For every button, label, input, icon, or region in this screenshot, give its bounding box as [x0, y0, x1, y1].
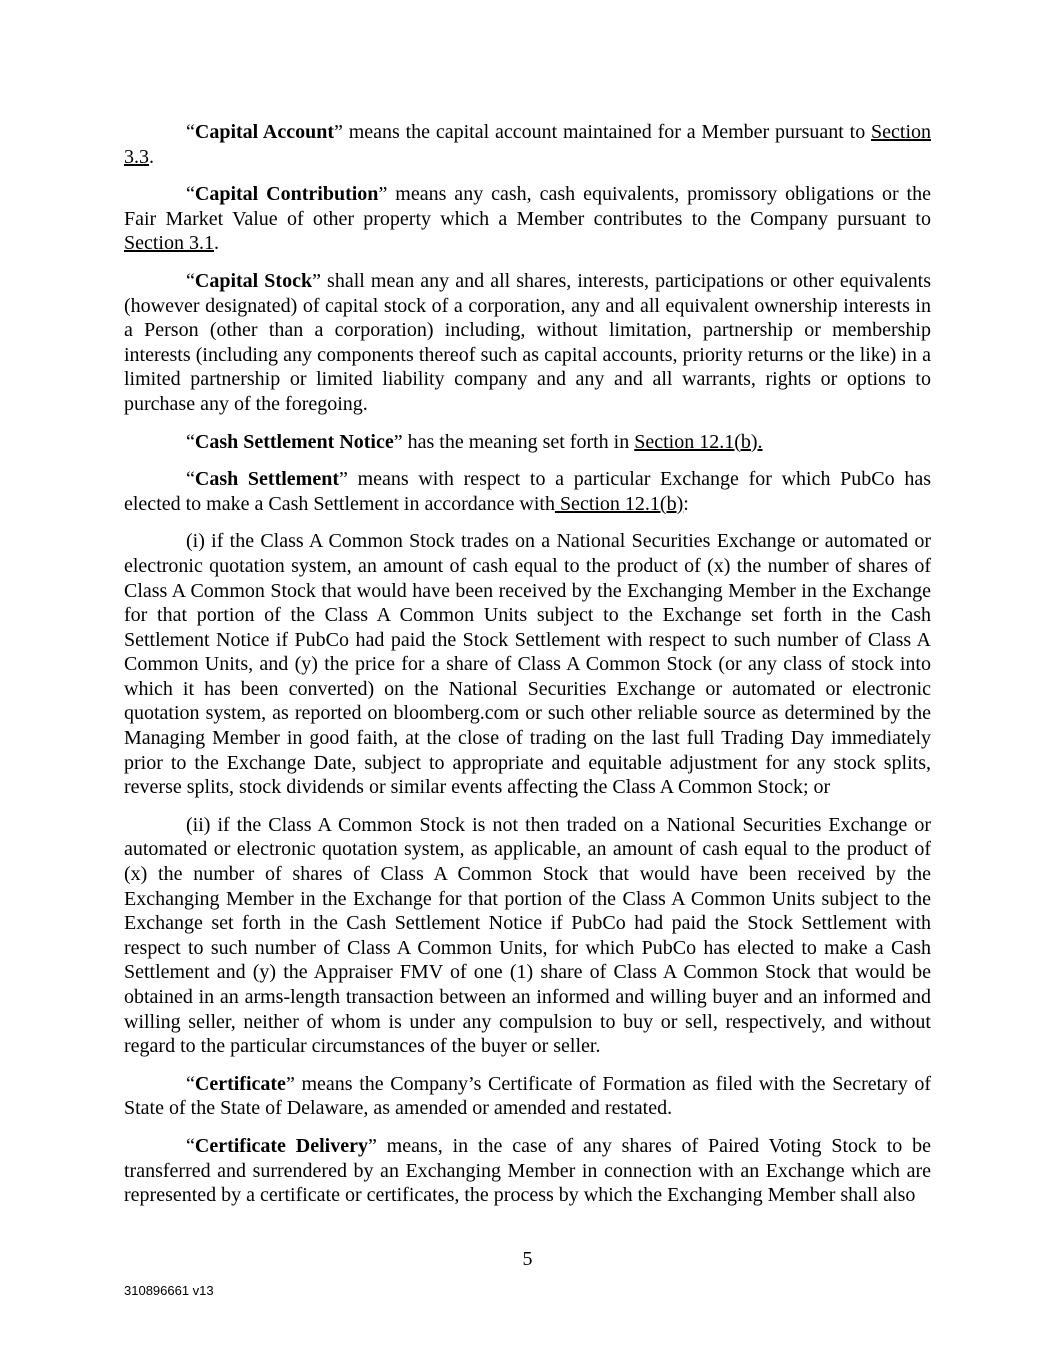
page-number: 5 [522, 1248, 533, 1270]
document-body [124, 120, 931, 1221]
defined-term: Cash Settlement Notice [194, 430, 394, 453]
text-run: ” means with respect to a particular Exchange for which PubCo has elected to make a Cash Settlement in accordance with [124, 468, 931, 515]
text-run: ” has the meaning set forth in [393, 430, 635, 453]
defined-term: Cash Settlement [194, 468, 340, 491]
text-run: ” means, in the case of any shares of Paired Voting Stock to be transferred and surrendered by an Exchanging Member in connection with an Exchange which are represented by a certificate or certificates, the process by which the Exchanging Member shall also [124, 1134, 931, 1207]
paragraph-definition-capital-stock [124, 269, 931, 417]
paragraph-definition-cash-settlement-notice [124, 430, 931, 455]
document-id: 310896661 v13 [124, 1283, 214, 1298]
section-reference: Section 3.1 [124, 232, 214, 255]
text-run: “ [186, 269, 195, 292]
text-run: ” shall mean any and all shares, interests, participations or other equivalents (however designated) of capital stock of a corporation, any and all equivalent ownership interests in a Person (other than a corporation) including, without limitation, partnership or membership interests (including any components thereof such as capital accounts, priority returns or the like) in a limited partnership or limited liability company and any and all warrants, rights or options to purchase any of the foregoing. [124, 269, 931, 415]
text-run: “ [186, 121, 195, 143]
defined-term: Capital Stock [194, 269, 313, 292]
defined-term: Certificate [194, 1072, 286, 1095]
text-run: “ [186, 1134, 195, 1157]
text-run: ” means any cash, cash equivalents, promissory obligations or the Fair Market Value of other property which a Member contributes to the Company pursuant to [124, 183, 931, 230]
paragraph-definition-certificate [124, 1072, 931, 1121]
paragraph-definition-capital-account [124, 120, 931, 169]
defined-term: Capital Contribution [194, 183, 379, 206]
defined-term: Certificate Delivery [194, 1134, 368, 1157]
paragraph-definition-capital-contribution [124, 182, 931, 256]
section-reference: Section 12.1(b) [554, 492, 684, 515]
paragraph-cash-settlement-clause-i [124, 529, 931, 800]
paragraph-cash-settlement-clause-ii [124, 813, 931, 1059]
text-run: . [214, 232, 219, 255]
text-run: “ [186, 1072, 195, 1095]
text-run: “ [186, 183, 195, 206]
paragraph-definition-certificate-delivery [124, 1134, 931, 1208]
section-reference: Section 3.3 [124, 121, 932, 168]
section-reference: Section 12.1(b). [634, 430, 763, 453]
defined-term: Capital Account [194, 121, 335, 143]
text-run: “ [186, 430, 195, 453]
text-run: ” means the Company’s Certificate of Formation as filed with the Secretary of State of the State of Delaware, as amended or amended and restated. [124, 1072, 931, 1120]
text-run: “ [186, 468, 195, 491]
text-run: (ii) if the Class A Common Stock is not then traded on a National Securities Exchange or automated or electronic quotation system, as applicable, an amount of cash equal to the product of (x) the number of shares of Class A Common Stock that would have been received by the Exchanging Member in the Exchange for that portion of the Class A Common Units subject to the Exchange set forth in the Cash Settlement Notice if PubCo had paid the Stock Settlement with respect to such number of Class A Common Units, for which PubCo has elected to make a Cash Settlement and (y) the Appraiser FMV of one (1) share of Class A Common Stock that would be obtained in an arms-length transaction between an informed and willing buyer and an informed and willing seller, neither of whom is under any compulsion to buy or sell, respectively, and without regard to the particular circumstances of the buyer or seller. [124, 813, 931, 1058]
text-run: ” means the capital account maintained for a Member pursuant to [334, 121, 872, 143]
paragraph-definition-cash-settlement [124, 467, 931, 516]
text-run: . [149, 145, 154, 168]
text-run: (i) if the Class A Common Stock trades on a National Securities Exchange or automated or electronic quotation system, an amount of cash equal to the product of (x) the number of shares of Class A Common Stock that would have been received by the Exchanging Member in the Exchange for that portion of the Class A Common Units subject to the Exchange set forth in the Cash Settlement Notice if PubCo had paid the Stock Settlement with respect to such number of Class A Common Units, and (y) the price for a share of Class A Common Stock (or any class of stock into which it has been converted) on the National Securities Exchange or automated or electronic quotation system, as reported on bloomberg.com or such other reliable source as determined by the Managing Member in good faith, at the close of trading on the last full Trading Day immediately prior to the Exchange Date, subject to appropriate and equitable adjustment for any stock splits, reverse splits, stock dividends or similar events affecting the Class A Common Stock; or [124, 530, 931, 799]
text-run: : [683, 492, 689, 515]
